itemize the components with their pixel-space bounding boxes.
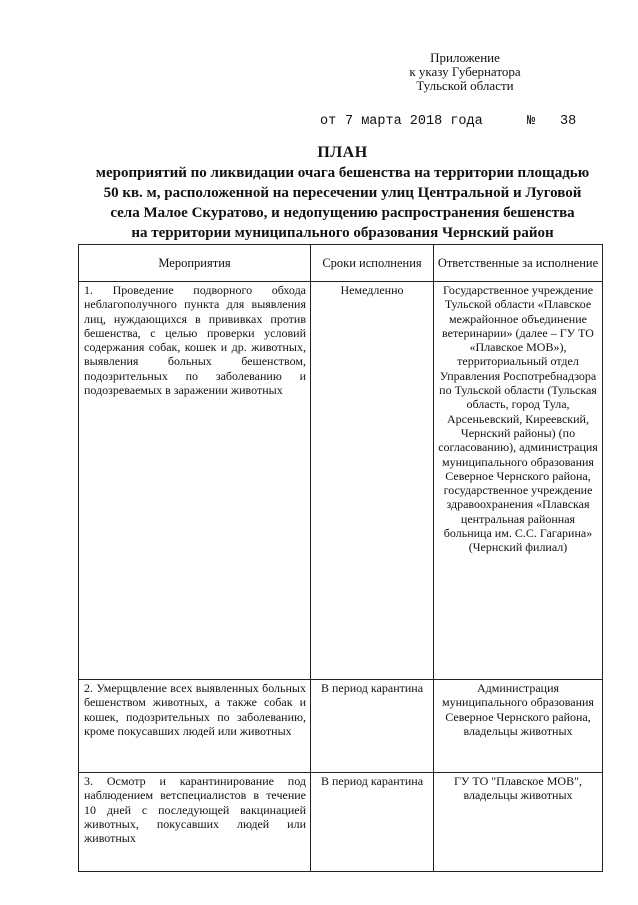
number-sign: № <box>527 114 536 129</box>
appendix-block <box>380 51 550 93</box>
table-row <box>79 680 603 773</box>
measure-cell: 3. Осмотр и карантинирование под наблюдением ветспециалистов в течение 10 дней с последующей вакцинацией животных, покусавших людей или животных <box>79 773 311 872</box>
measure-cell: 1. Проведение подворного обхода неблагополучного пункта для выявления лиц, нуждающихся в прививках против бешенства, с целью проверки условий содержания собак, кошек и др. животных, выявления больных бешенством, подозрительных по заболеванию и подозреваемых в заражении животных <box>79 282 311 680</box>
deadline-cell: В период карантина <box>311 680 434 773</box>
deadline-cell: Немедленно <box>311 282 434 680</box>
deadline-cell: В период карантина <box>311 773 434 872</box>
measure-cell: 2. Умерщвление всех выявленных больных бешенством животных, а также собак и кошек, подозрительных по заболеванию, кроме покусавших людей или животных <box>79 680 311 773</box>
plan-table <box>78 244 603 872</box>
responsible-cell: ГУ ТО "Плавское МОВ", владельцы животных <box>434 773 603 872</box>
table-header-row <box>79 245 603 282</box>
appendix-line: Тульской области <box>416 78 514 93</box>
subtitle-line: мероприятий по ликвидации очага бешенства на территории площадью <box>95 165 590 181</box>
column-header-measures: Мероприятия <box>79 245 311 282</box>
table-row <box>79 773 603 872</box>
subtitle-line: на территории муниципального образования Чернский район <box>131 225 554 241</box>
document-title <box>60 143 625 243</box>
appendix-line: к указу Губернатора <box>409 64 521 79</box>
appendix-line: Приложение <box>430 50 500 65</box>
subtitle-line: 50 кв. м, расположенной на пересечении улиц Центральной и Луговой <box>103 185 582 201</box>
subtitle-line: села Малое Скуратово, и недопущению распространения бешенства <box>110 205 575 221</box>
responsible-cell: Администрация муниципального образования Северное Чернского района, владельцы животных <box>434 680 603 773</box>
responsible-cell: Государственное учреждение Тульской области «Плавское межрайонное объединение ветеринарии» (далее – ГУ ТО «Плавское МОВ»), территориальный отдел Управления Роспотребнадзора по Тульской области (Тульская область, город Тула, Арсеньевский, Киреевский, Чернский районы) (по согласованию), администрация муниципального образования Северное Чернского района, государственное учреждение здравоохранения «Плавская центральная районная больница им. С.С. Гагарина» (Чернский филиал) <box>434 282 603 680</box>
table-row <box>79 282 603 680</box>
date-prefix: от <box>320 114 337 129</box>
column-header-deadlines: Сроки исполнения <box>311 245 434 282</box>
decree-number: 38 <box>560 114 577 129</box>
title-heading: ПЛАН <box>317 144 368 161</box>
column-header-responsible: Ответственные за исполнение <box>434 245 603 282</box>
decree-date: 7 марта 2018 года <box>345 114 483 129</box>
